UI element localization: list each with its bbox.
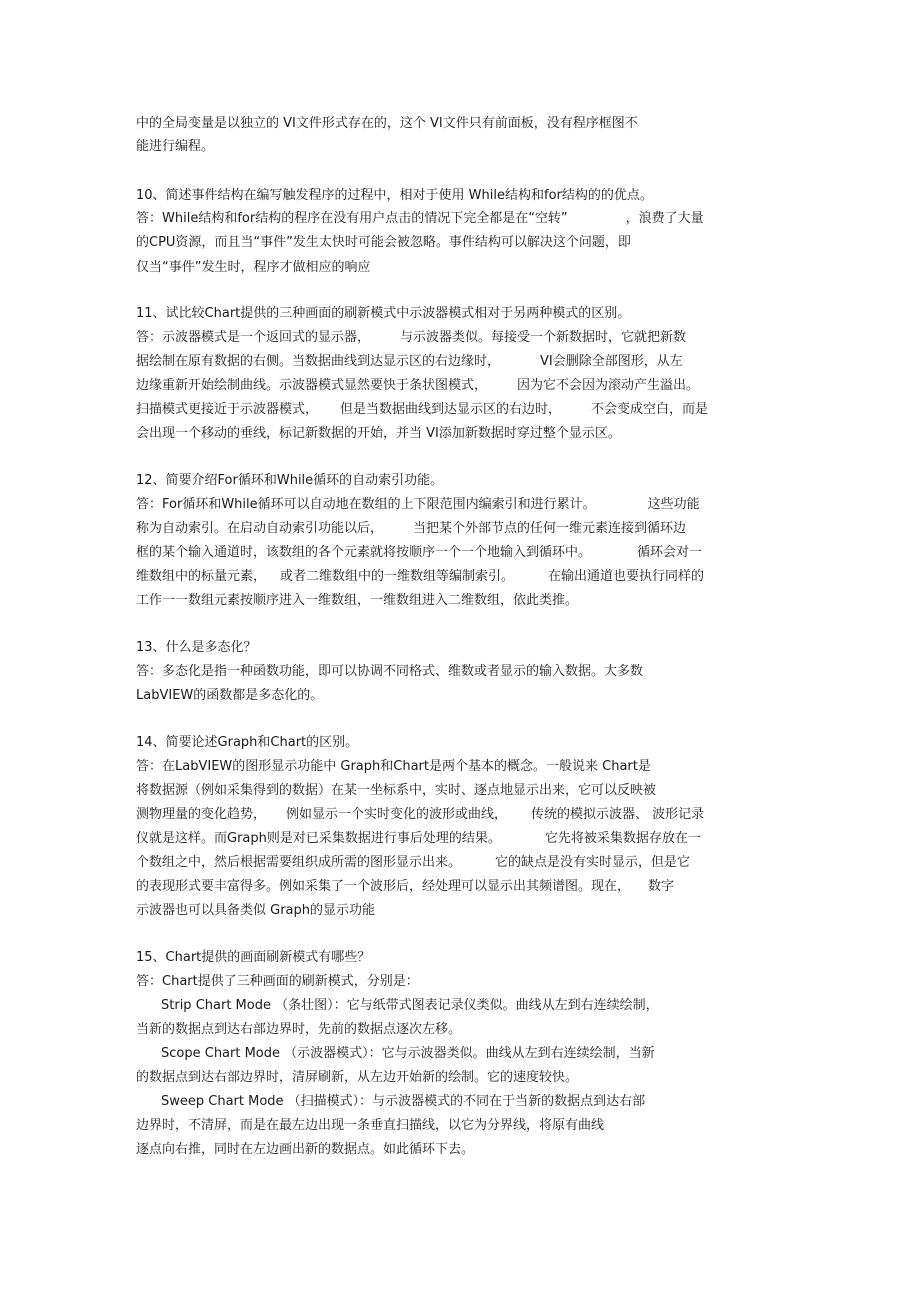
text-line: 将数据源（例如采集得到的数据）在某一坐标系中，实时、逐点地显示出来，它可以反映被	[136, 783, 657, 798]
text-line: 称为自动索引。在启动自动索引功能以后， 当把某个外部节点的任何一维元素连接到循环边	[136, 521, 687, 536]
text-line: 会出现一个移动的垂线，标记新数据的开始，并当 VI添加新数据时穿过整个显示区。	[136, 426, 621, 441]
text-line: 仪就是这样。而Graph则是对已采集数据进行事后处理的结果。 它先将被采集数据存放在一	[136, 831, 701, 846]
text-line: 框的某个输入通道时，该数组的各个元素就将按顺序一个一个地输入到循环中。 循环会对一	[136, 545, 703, 560]
question-14-heading: 14、简要论述Graph和Chart的区别。	[136, 735, 359, 750]
text-line: 的CPU资源，而且当“事件”发生太快时可能会被忽略。事件结构可以解决这个问题，即	[136, 235, 631, 250]
question-11-heading: 11、试比较Chart提供的三种画面的刷新模式中示波器模式相对于另两种模式的区别。	[136, 306, 631, 321]
text-line: 个数组之中，然后根据需要组织成所需的图形显示出来。 它的缺点是没有实时显示，但是它	[136, 855, 691, 870]
text-line: 答：While结构和for结构的程序在没有用户点击的情况下完全都是在“空转” ，浪费了大量	[136, 211, 704, 226]
text-line: 扫描模式更接近于示波器模式， 但是当数据曲线到达显示区的右边时， 不会变成空白，而是	[136, 402, 709, 417]
question-10-heading: 10、简述事件结构在编写触发程序的过程中，相对于使用 While结构和for结构的的优点。	[136, 188, 653, 203]
text-line: 答：在LabVIEW的图形显示功能中 Graph和Chart是两个基本的概念。一般说来 Chart是	[136, 759, 651, 774]
text-line: 维数组中的标量元素， 或者二维数组中的一维数组等编制索引。 在输出通道也要执行同样的	[136, 569, 705, 584]
question-12-heading: 12、简要介绍For循环和While循环的自动索引功能。	[136, 473, 444, 488]
text-line: 边界时，不清屏，而是在最左边出现一条垂直扫描线，以它为分界线，将原有曲线	[136, 1118, 605, 1133]
text-line: Strip Chart Mode （条壮图）：它与纸带式图表记录仪类似。曲线从左到右连续绘制，	[161, 998, 659, 1013]
text-line: 逐点向右推，同时在左边画出新的数据点。如此循环下去。	[136, 1142, 475, 1157]
text-line: 的数据点到达右部边界时，清屏刷新，从左边开始新的绘制。它的速度较快。	[136, 1070, 579, 1085]
text-line: 测物理量的变化趋势， 例如显示一个实时变化的波形或曲线， 传统的模拟示波器、 波形记录	[136, 807, 705, 822]
text-line: 答：Chart提供了三种画面的刷新模式，分别是：	[136, 974, 419, 989]
text-line: 仅当“事件”发生时，程序才做相应的响应	[136, 260, 371, 275]
text-line: 工作一一数组元素按顺序进入一维数组，一维数组进入二维数组，依此类推。	[136, 593, 579, 608]
text-line: 当新的数据点到达右部边界时，先前的数据点逐次左移。	[136, 1022, 462, 1037]
text-line: 答：For循环和While循环可以自动地在数组的上下限范围内编索引和进行累计。 这些功能	[136, 497, 700, 512]
text-line: LabVIEW的函数都是多态化的。	[136, 688, 324, 703]
text-line: 能进行编程。	[136, 139, 215, 154]
text-line: 据绘制在原有数据的右侧。当数据曲线到达显示区的右边缘时， VI会删除全部图形，从左	[136, 354, 683, 369]
question-13-heading: 13、什么是多态化？	[136, 640, 257, 655]
text-line: 中的全局变量是以独立的 VI文件形式存在的，这个 VI文件只有前面板，没有程序框图不	[136, 116, 638, 131]
text-line: 答：多态化是指一种函数功能，即可以协调不同格式、维数或者显示的输入数据。大多数	[136, 664, 644, 679]
text-line: 答：示波器模式是一个返回式的显示器， 与示波器类似。每接受一个新数据时，它就把新数	[136, 330, 687, 345]
text-line: 边缘重新开始绘制曲线。示波器模式显然要快于条状图模式， 因为它不会因为滚动产生溢出。	[136, 378, 700, 393]
text-line: 的表现形式要丰富得多。例如采集了一个波形后，经处理可以显示出其频谱图。现在， 数字	[136, 879, 675, 894]
text-line: Sweep Chart Mode （扫描模式）：与示波器模式的不同在于当新的数据点到达右部	[161, 1094, 646, 1109]
text-line: Scope Chart Mode （示波器模式）：它与示波器类似。曲线从左到右连续绘制，当新	[161, 1046, 655, 1061]
text-line: 示波器也可以具备类似 Graph的显示功能	[136, 903, 376, 918]
question-15-heading: 15、Chart提供的画面刷新模式有哪些？	[136, 950, 371, 965]
